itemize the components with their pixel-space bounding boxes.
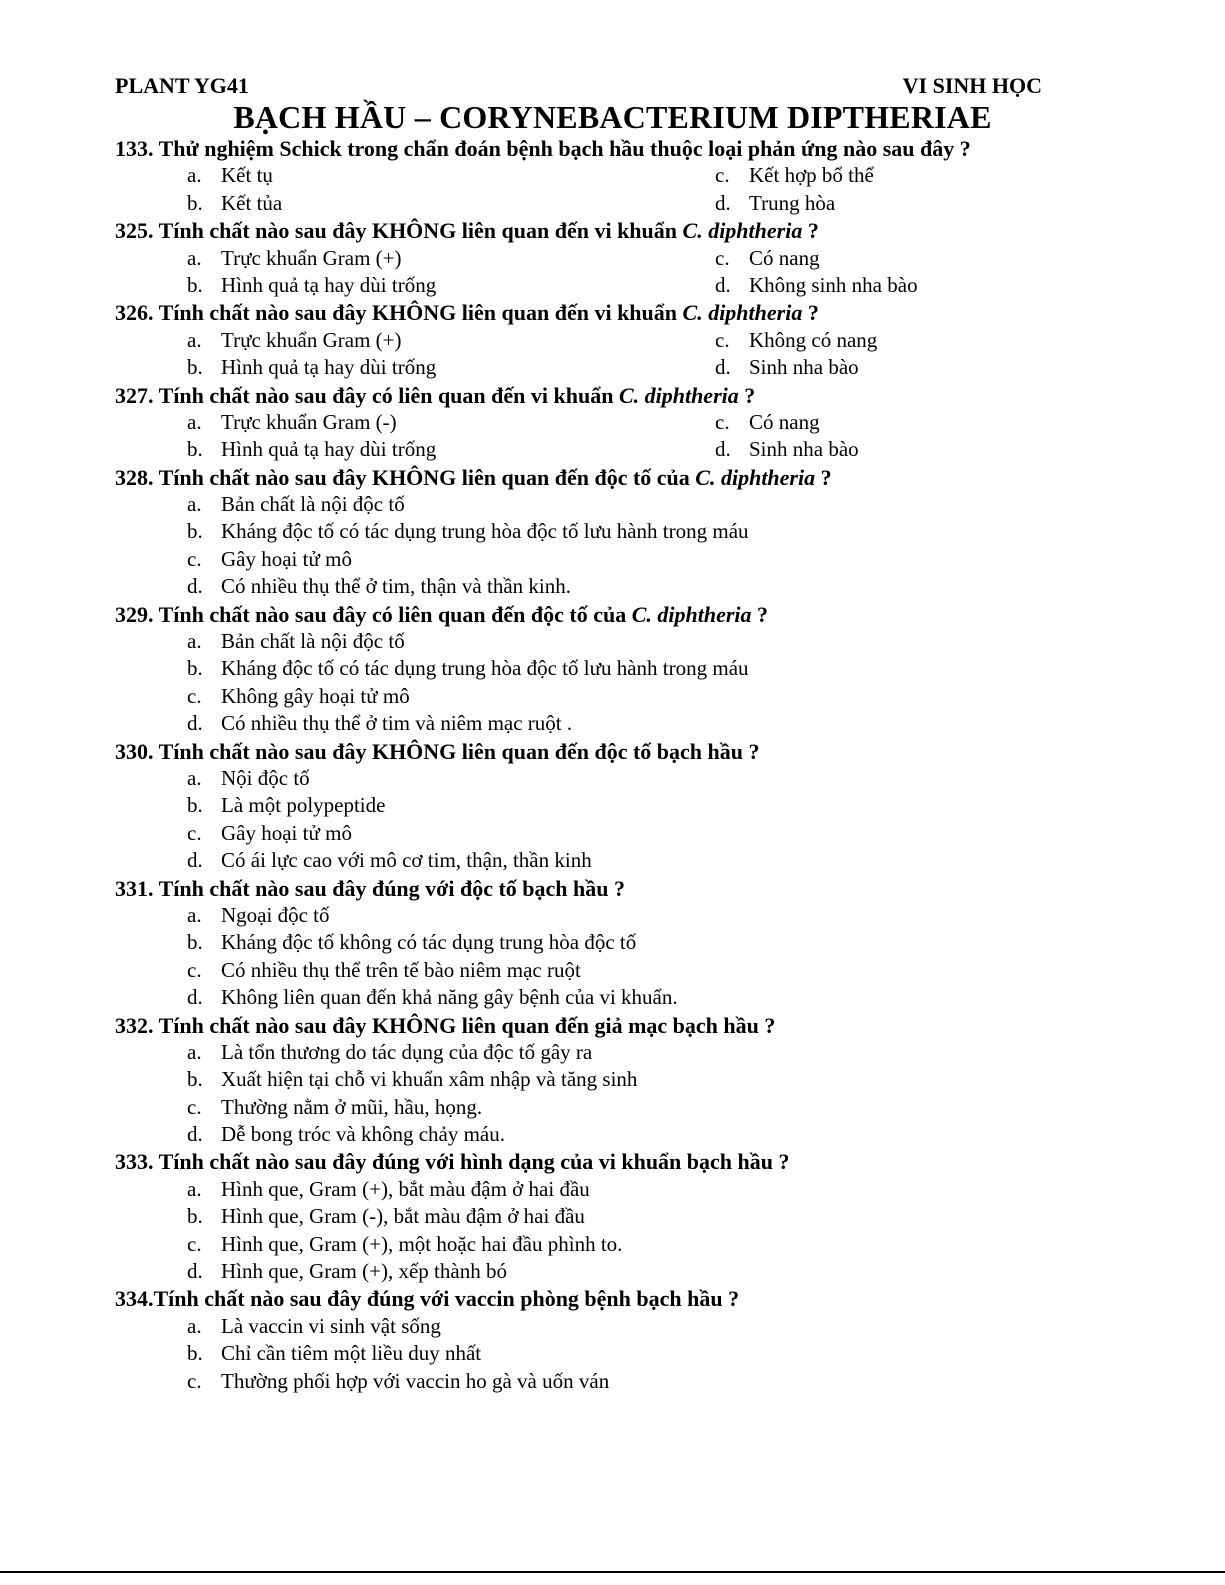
- option-letter: a.: [187, 245, 202, 270]
- answer-options: [115, 902, 1055, 1012]
- answer-option: [715, 354, 1015, 381]
- option-text: Ngoại độc tố: [221, 902, 330, 927]
- document-title: BẠCH HẦU – CORYNEBACTERIUM DIPTHERIAE: [233, 99, 992, 135]
- question-item: [115, 464, 1055, 601]
- answer-option: [187, 1066, 1055, 1093]
- option-letter: a.: [187, 765, 202, 790]
- option-letter: c.: [187, 683, 202, 708]
- option-letter: d.: [715, 355, 731, 380]
- option-text: Bản chất là nội độc tố: [221, 629, 405, 654]
- answer-option: [187, 847, 1055, 874]
- header-left-label: PLANT YG41: [115, 73, 249, 98]
- question-stem-text: 330. Tính chất nào sau đây KHÔNG liên quan đến độc tố bạch hầu ?: [115, 738, 760, 764]
- option-letter: a.: [187, 492, 202, 517]
- option-text: Có ái lực cao với mô cơ tim, thận, thần kinh: [221, 848, 592, 873]
- question-stem-text: ?: [802, 300, 819, 326]
- bottom-rule: [0, 1571, 1225, 1573]
- option-letter: c.: [187, 1231, 202, 1256]
- answer-option: [187, 957, 1055, 984]
- answer-option: [187, 546, 1055, 573]
- option-letter: b.: [187, 930, 203, 955]
- answer-option: [187, 1203, 1055, 1230]
- question-stem: [115, 1285, 1055, 1312]
- answer-option: [187, 1094, 1055, 1121]
- question-item: [115, 1285, 1055, 1395]
- answer-option: [715, 245, 1015, 272]
- answer-option: [187, 902, 1055, 929]
- question-stem: [115, 875, 1055, 902]
- question-stem-text: ?: [802, 218, 819, 244]
- answer-option: [187, 984, 1055, 1011]
- answer-options: [115, 1176, 1055, 1286]
- question-item: [115, 299, 1055, 381]
- answer-option: [715, 272, 1015, 299]
- option-letter: b.: [187, 1067, 203, 1092]
- answer-option: [715, 190, 1015, 217]
- species-name: C. diphtheria: [631, 601, 752, 627]
- answer-option: [187, 820, 1055, 847]
- answer-option: [187, 792, 1055, 819]
- answer-option: [187, 1231, 1055, 1258]
- option-letter: d.: [187, 574, 203, 599]
- option-text: Hình que, Gram (+), bắt màu đậm ở hai đầu: [221, 1176, 590, 1201]
- question-stem: [115, 601, 1055, 628]
- option-letter: c.: [187, 546, 202, 571]
- option-text: Bản chất là nội độc tố: [221, 492, 405, 517]
- answer-option: [187, 436, 715, 463]
- answer-option: [187, 765, 1055, 792]
- option-text: Hình quả tạ hay dùi trống: [221, 272, 437, 297]
- option-text: Hình que, Gram (+), một hoặc hai đầu phình to.: [221, 1231, 623, 1256]
- answer-option: [187, 162, 715, 189]
- option-letter: a.: [187, 902, 202, 927]
- option-text: Không sinh nha bào: [749, 272, 918, 297]
- species-name: C. diphtheria: [682, 300, 803, 326]
- option-letter: b.: [187, 355, 203, 380]
- option-letter: b.: [187, 519, 203, 544]
- option-text: Chỉ cần tiêm một liều duy nhất: [221, 1341, 482, 1366]
- question-item: [115, 382, 1055, 464]
- option-letter: b.: [187, 1204, 203, 1229]
- answer-option: [187, 683, 1055, 710]
- page-header: [115, 72, 1042, 100]
- option-text: Là một polypeptide: [221, 793, 386, 818]
- answer-option: [187, 655, 1055, 682]
- option-text: Kháng độc tố có tác dụng trung hòa độc tố lưu hành trong máu: [221, 519, 749, 544]
- option-letter: b.: [187, 190, 203, 215]
- question-stem-text: 331. Tính chất nào sau đây đúng với độc tố bạch hầu ?: [115, 875, 625, 901]
- option-text: Hình que, Gram (+), xếp thành bó: [221, 1259, 507, 1284]
- species-name: C. diphtheria: [618, 382, 739, 408]
- question-stem-text: 332. Tính chất nào sau đây KHÔNG liên quan đến giả mạc bạch hầu ?: [115, 1012, 776, 1038]
- answer-option: [715, 327, 1015, 354]
- question-stem-text: 325. Tính chất nào sau đây KHÔNG liên quan đến vi khuẩn: [115, 218, 683, 244]
- option-text: Có nhiều thụ thể ở tim, thận và thần kinh.: [221, 574, 571, 599]
- option-text: Có nang: [749, 245, 820, 270]
- answer-option: [187, 354, 715, 381]
- option-letter: a.: [187, 629, 202, 654]
- answer-option: [187, 1176, 1055, 1203]
- option-text: Thường nằm ở mũi, hầu, họng.: [221, 1094, 483, 1119]
- answer-option: [715, 162, 1015, 189]
- question-stem: [115, 217, 1055, 244]
- question-stem-text: 326. Tính chất nào sau đây KHÔNG liên quan đến vi khuẩn: [115, 300, 683, 326]
- option-text: Không gây hoại tử mô: [221, 683, 410, 708]
- option-text: Trực khuẩn Gram (+): [221, 245, 402, 270]
- option-text: Có nhiều thụ thể ở tim và niêm mạc ruột .: [221, 711, 573, 736]
- answer-option: [187, 409, 715, 436]
- option-letter: c.: [187, 1094, 202, 1119]
- question-stem-text: ?: [751, 601, 769, 627]
- question-stem-text: 328. Tính chất nào sau đây KHÔNG liên quan đến độc tố của: [115, 464, 696, 490]
- question-stem: [115, 464, 1055, 491]
- answer-option: [187, 272, 715, 299]
- option-text: Là vaccin vi sinh vật sống: [221, 1313, 441, 1338]
- answer-option: [187, 1368, 1055, 1395]
- option-text: Dễ bong tróc và không chảy máu.: [221, 1122, 506, 1147]
- option-text: Sinh nha bào: [749, 355, 859, 380]
- option-letter: a.: [187, 409, 202, 434]
- option-letter: b.: [187, 793, 203, 818]
- question-item: [115, 738, 1055, 875]
- option-letter: c.: [187, 957, 202, 982]
- option-text: Có nhiều thụ thể trên tế bào niêm mạc ruột: [221, 957, 581, 982]
- answer-option: [715, 409, 1015, 436]
- question-stem: [115, 135, 1055, 162]
- answer-options: [115, 409, 1055, 464]
- option-text: Trung hòa: [749, 190, 836, 215]
- answer-options: [115, 1313, 1055, 1395]
- answer-option: [187, 1121, 1055, 1148]
- question-stem: [115, 1148, 1055, 1175]
- answer-options: [115, 1039, 1055, 1149]
- option-letter: d.: [715, 190, 731, 215]
- option-text: Trực khuẩn Gram (+): [221, 327, 402, 352]
- option-letter: c.: [187, 1368, 202, 1393]
- answer-option: [187, 1313, 1055, 1340]
- question-stem-text: 133. Thử nghiệm Schick trong chẩn đoán bệnh bạch hầu thuộc loại phản ứng nào sau đây ?: [115, 136, 971, 161]
- answer-option: [187, 1039, 1055, 1066]
- question-item: [115, 601, 1055, 738]
- option-text: Hình que, Gram (-), bắt màu đậm ở hai đầu: [221, 1204, 585, 1229]
- species-name: C. diphtheria: [682, 218, 803, 244]
- option-letter: c.: [715, 245, 730, 270]
- option-letter: b.: [187, 656, 203, 681]
- question-item: [115, 217, 1055, 299]
- option-letter: d.: [715, 437, 731, 462]
- option-text: Kết hợp bổ thể: [749, 163, 874, 188]
- option-text: Nội độc tố: [221, 765, 310, 790]
- answer-options: [115, 628, 1055, 738]
- option-text: Có nang: [749, 409, 820, 434]
- answer-option: [187, 929, 1055, 956]
- option-letter: d.: [187, 1122, 203, 1147]
- option-letter: c.: [715, 327, 730, 352]
- answer-option: [187, 518, 1055, 545]
- answer-option: [187, 245, 715, 272]
- header-right-label: VI SINH HỌC: [902, 73, 1042, 98]
- answer-options: [115, 327, 1055, 382]
- answer-option: [187, 1340, 1055, 1367]
- option-letter: c.: [187, 820, 202, 845]
- option-letter: d.: [187, 985, 203, 1010]
- option-text: Trực khuẩn Gram (-): [221, 409, 397, 434]
- option-letter: d.: [187, 848, 203, 873]
- question-item: [115, 1012, 1055, 1149]
- option-letter: b.: [187, 437, 203, 462]
- answer-options: [115, 162, 1055, 217]
- question-item: [115, 875, 1055, 1012]
- question-item: [115, 135, 1055, 217]
- answer-options: [115, 245, 1055, 300]
- answer-option: [187, 1258, 1055, 1285]
- answer-option: [715, 436, 1015, 463]
- option-letter: c.: [715, 163, 730, 188]
- question-stem-text: 334.Tính chất nào sau đây đúng với vaccin phòng bệnh bạch hầu ?: [115, 1286, 740, 1312]
- question-item: [115, 1148, 1055, 1285]
- species-name: C. diphtheria: [695, 464, 816, 490]
- option-text: Hình quả tạ hay dùi trống: [221, 355, 437, 380]
- option-text: Sinh nha bào: [749, 437, 859, 462]
- answer-option: [187, 491, 1055, 518]
- question-stem: [115, 738, 1055, 765]
- option-text: Gây hoại tử mô: [221, 546, 352, 571]
- option-letter: c.: [715, 409, 730, 434]
- option-text: Kết tụ: [221, 163, 273, 188]
- option-letter: a.: [187, 163, 202, 188]
- question-stem-text: ?: [738, 382, 756, 408]
- option-text: Kháng độc tố không có tác dụng trung hòa độc tố: [221, 930, 637, 955]
- option-text: Không liên quan đến khả năng gây bệnh của vi khuẩn.: [221, 985, 678, 1010]
- question-stem: [115, 1012, 1055, 1039]
- option-letter: d.: [715, 272, 731, 297]
- answer-option: [187, 573, 1055, 600]
- question-stem: [115, 299, 1055, 326]
- question-list: [115, 135, 1055, 1395]
- option-letter: a.: [187, 327, 202, 352]
- question-stem-text: 333. Tính chất nào sau đây đúng với hình dạng của vi khuẩn bạch hầu ?: [115, 1149, 790, 1175]
- option-letter: b.: [187, 272, 203, 297]
- option-letter: a.: [187, 1176, 202, 1201]
- question-stem-text: 329. Tính chất nào sau đây có liên quan đến độc tố của: [115, 601, 632, 627]
- option-text: Xuất hiện tại chỗ vi khuẩn xâm nhập và tăng sinh: [221, 1067, 638, 1092]
- answer-option: [187, 628, 1055, 655]
- answer-option: [187, 327, 715, 354]
- option-letter: a.: [187, 1313, 202, 1338]
- option-text: Kết tủa: [221, 190, 283, 215]
- answer-options: [115, 765, 1055, 875]
- question-stem: [115, 382, 1055, 409]
- option-text: Thường phối hợp với vaccin ho gà và uốn ván: [221, 1368, 610, 1393]
- answer-option: [187, 190, 715, 217]
- answer-option: [187, 710, 1055, 737]
- option-text: Không có nang: [749, 327, 878, 352]
- option-letter: a.: [187, 1039, 202, 1064]
- option-text: Kháng độc tố có tác dụng trung hòa độc tố lưu hành trong máu: [221, 656, 749, 681]
- option-text: Là tổn thương do tác dụng của độc tố gây ra: [221, 1039, 593, 1064]
- option-letter: b.: [187, 1341, 203, 1366]
- option-text: Gây hoại tử mô: [221, 820, 352, 845]
- option-text: Hình quả tạ hay dùi trống: [221, 437, 437, 462]
- answer-options: [115, 491, 1055, 601]
- question-stem-text: ?: [815, 464, 832, 490]
- option-letter: d.: [187, 1259, 203, 1284]
- question-stem-text: 327. Tính chất nào sau đây có liên quan đến vi khuẩn: [115, 382, 619, 408]
- option-letter: d.: [187, 711, 203, 736]
